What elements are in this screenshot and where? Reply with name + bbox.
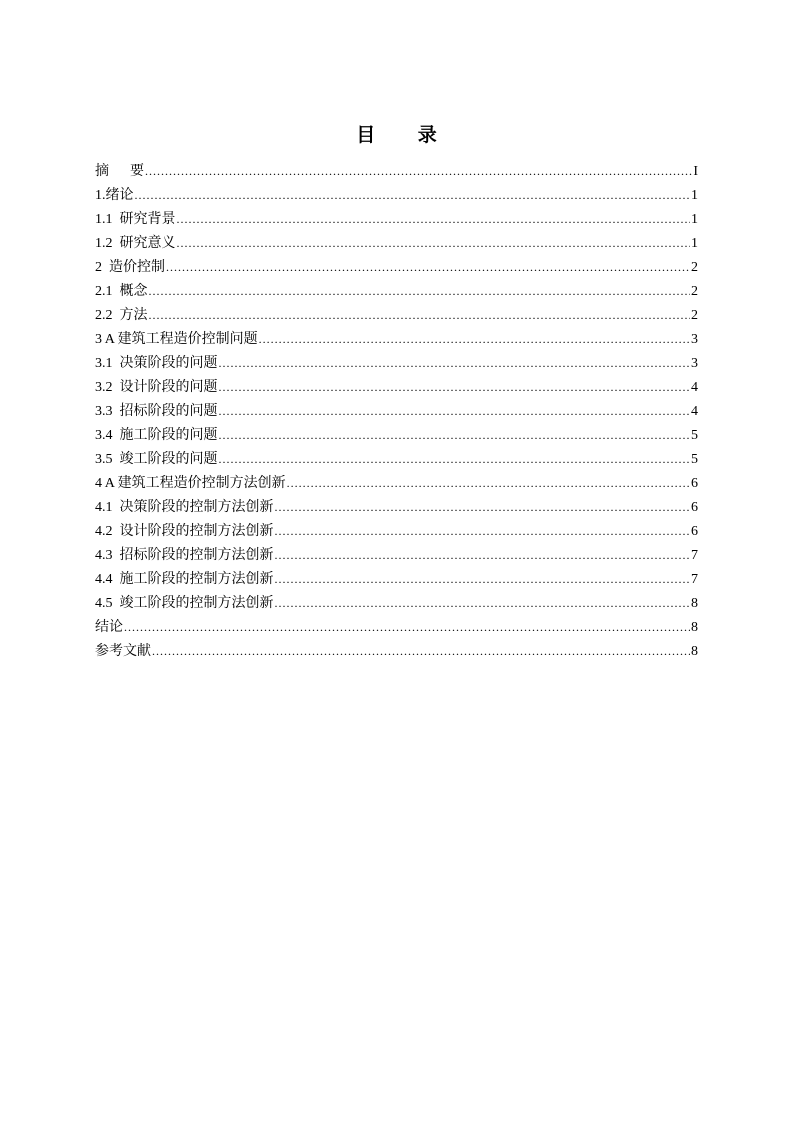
- toc-entry-label: 4.3 招标阶段的控制方法创新: [95, 548, 274, 563]
- toc-entry[interactable]: [95, 255, 698, 279]
- toc-title: 目 录: [356, 124, 455, 146]
- toc-dot-leader: [287, 471, 690, 495]
- toc-dot-leader: [152, 639, 690, 663]
- toc-entry-page-number: 8: [691, 620, 698, 635]
- toc-entry-page-number: 5: [691, 428, 698, 443]
- toc-entry-page-number: 7: [691, 572, 698, 587]
- toc-entry[interactable]: [95, 207, 698, 231]
- toc-entry-label: 2.1 概念: [95, 284, 148, 299]
- toc-entry-label: 1.1 研究背景: [95, 212, 176, 227]
- toc-dot-leader: [275, 519, 691, 543]
- toc-dot-leader: [275, 567, 691, 591]
- toc-entry[interactable]: [95, 423, 698, 447]
- toc-entry[interactable]: [95, 183, 698, 207]
- toc-entry-label: 3.2 设计阶段的问题: [95, 380, 218, 395]
- toc-dot-leader: [149, 279, 691, 303]
- toc-dot-leader: [275, 495, 691, 519]
- toc-entry-label: 1.2 研究意义: [95, 236, 176, 251]
- toc-dot-leader: [177, 231, 691, 255]
- toc-entry-page-number: 4: [691, 380, 698, 395]
- toc-entry-label: 2.2 方法: [95, 308, 148, 323]
- toc-entry-label: 3.5 竣工阶段的问题: [95, 452, 218, 467]
- toc-entry[interactable]: [95, 591, 698, 615]
- toc-dot-leader: [219, 375, 691, 399]
- toc-list: [95, 159, 698, 663]
- toc-entry-page-number: 7: [691, 548, 698, 563]
- toc-entry-label: 结论: [95, 620, 123, 635]
- toc-entry-label: 4.4 施工阶段的控制方法创新: [95, 572, 274, 587]
- toc-entry-page-number: 2: [691, 260, 698, 275]
- toc-dot-leader: [149, 303, 691, 327]
- toc-entry-page-number: 4: [691, 404, 698, 419]
- toc-entry[interactable]: [95, 447, 698, 471]
- toc-entry[interactable]: [95, 159, 698, 183]
- toc-entry-page-number: 6: [691, 476, 698, 491]
- toc-dot-leader: [124, 615, 690, 639]
- toc-entry-label: 3.4 施工阶段的问题: [95, 428, 218, 443]
- toc-entry-page-number: 6: [691, 524, 698, 539]
- toc-dot-leader: [219, 351, 691, 375]
- toc-entry-label: 4 A 建筑工程造价控制方法创新: [95, 476, 286, 491]
- toc-dot-leader: [135, 183, 691, 207]
- toc-entry[interactable]: [95, 639, 698, 663]
- toc-dot-leader: [145, 159, 692, 183]
- toc-entry-page-number: 8: [691, 644, 698, 659]
- toc-dot-leader: [219, 399, 691, 423]
- toc-entry-label: 3.1 决策阶段的问题: [95, 356, 218, 371]
- toc-entry-label: 参考文献: [95, 644, 151, 659]
- toc-entry[interactable]: [95, 399, 698, 423]
- toc-entry-page-number: 8: [691, 596, 698, 611]
- toc-dot-leader: [219, 423, 691, 447]
- toc-entry[interactable]: [95, 495, 698, 519]
- toc-entry[interactable]: [95, 615, 698, 639]
- toc-entry-page-number: 3: [691, 356, 698, 371]
- toc-entry[interactable]: [95, 231, 698, 255]
- toc-entry-page-number: 5: [691, 452, 698, 467]
- toc-entry[interactable]: [95, 303, 698, 327]
- toc-dot-leader: [166, 255, 690, 279]
- toc-entry[interactable]: [95, 543, 698, 567]
- toc-entry[interactable]: [95, 327, 698, 351]
- toc-dot-leader: [219, 447, 691, 471]
- toc-entry[interactable]: [95, 351, 698, 375]
- toc-dot-leader: [275, 591, 691, 615]
- toc-entry-page-number: 1: [691, 212, 698, 227]
- toc-entry[interactable]: [95, 519, 698, 543]
- toc-entry-label: 4.1 决策阶段的控制方法创新: [95, 500, 274, 515]
- toc-entry-label: 3.3 招标阶段的问题: [95, 404, 218, 419]
- toc-entry-page-number: 2: [691, 284, 698, 299]
- toc-entry-label: 2 造价控制: [95, 260, 165, 275]
- toc-entry-label: 4.2 设计阶段的控制方法创新: [95, 524, 274, 539]
- toc-entry-page-number: 1: [691, 188, 698, 203]
- toc-entry-page-number: 3: [691, 332, 698, 347]
- toc-entry[interactable]: [95, 375, 698, 399]
- toc-entry[interactable]: [95, 471, 698, 495]
- toc-entry-page-number: 2: [691, 308, 698, 323]
- toc-dot-leader: [259, 327, 690, 351]
- toc-entry[interactable]: [95, 567, 698, 591]
- toc-dot-leader: [275, 543, 691, 567]
- toc-entry-label: 4.5 竣工阶段的控制方法创新: [95, 596, 274, 611]
- toc-entry-label: 3 A 建筑工程造价控制问题: [95, 332, 258, 347]
- toc-dot-leader: [177, 207, 691, 231]
- toc-entry[interactable]: [95, 279, 698, 303]
- toc-entry-page-number: 6: [691, 500, 698, 515]
- toc-entry-label: 摘 要: [95, 164, 144, 179]
- toc-entry-page-number: 1: [691, 236, 698, 251]
- toc-entry-label: 1.绪论: [95, 188, 134, 203]
- toc-entry-page-number: I: [693, 164, 698, 179]
